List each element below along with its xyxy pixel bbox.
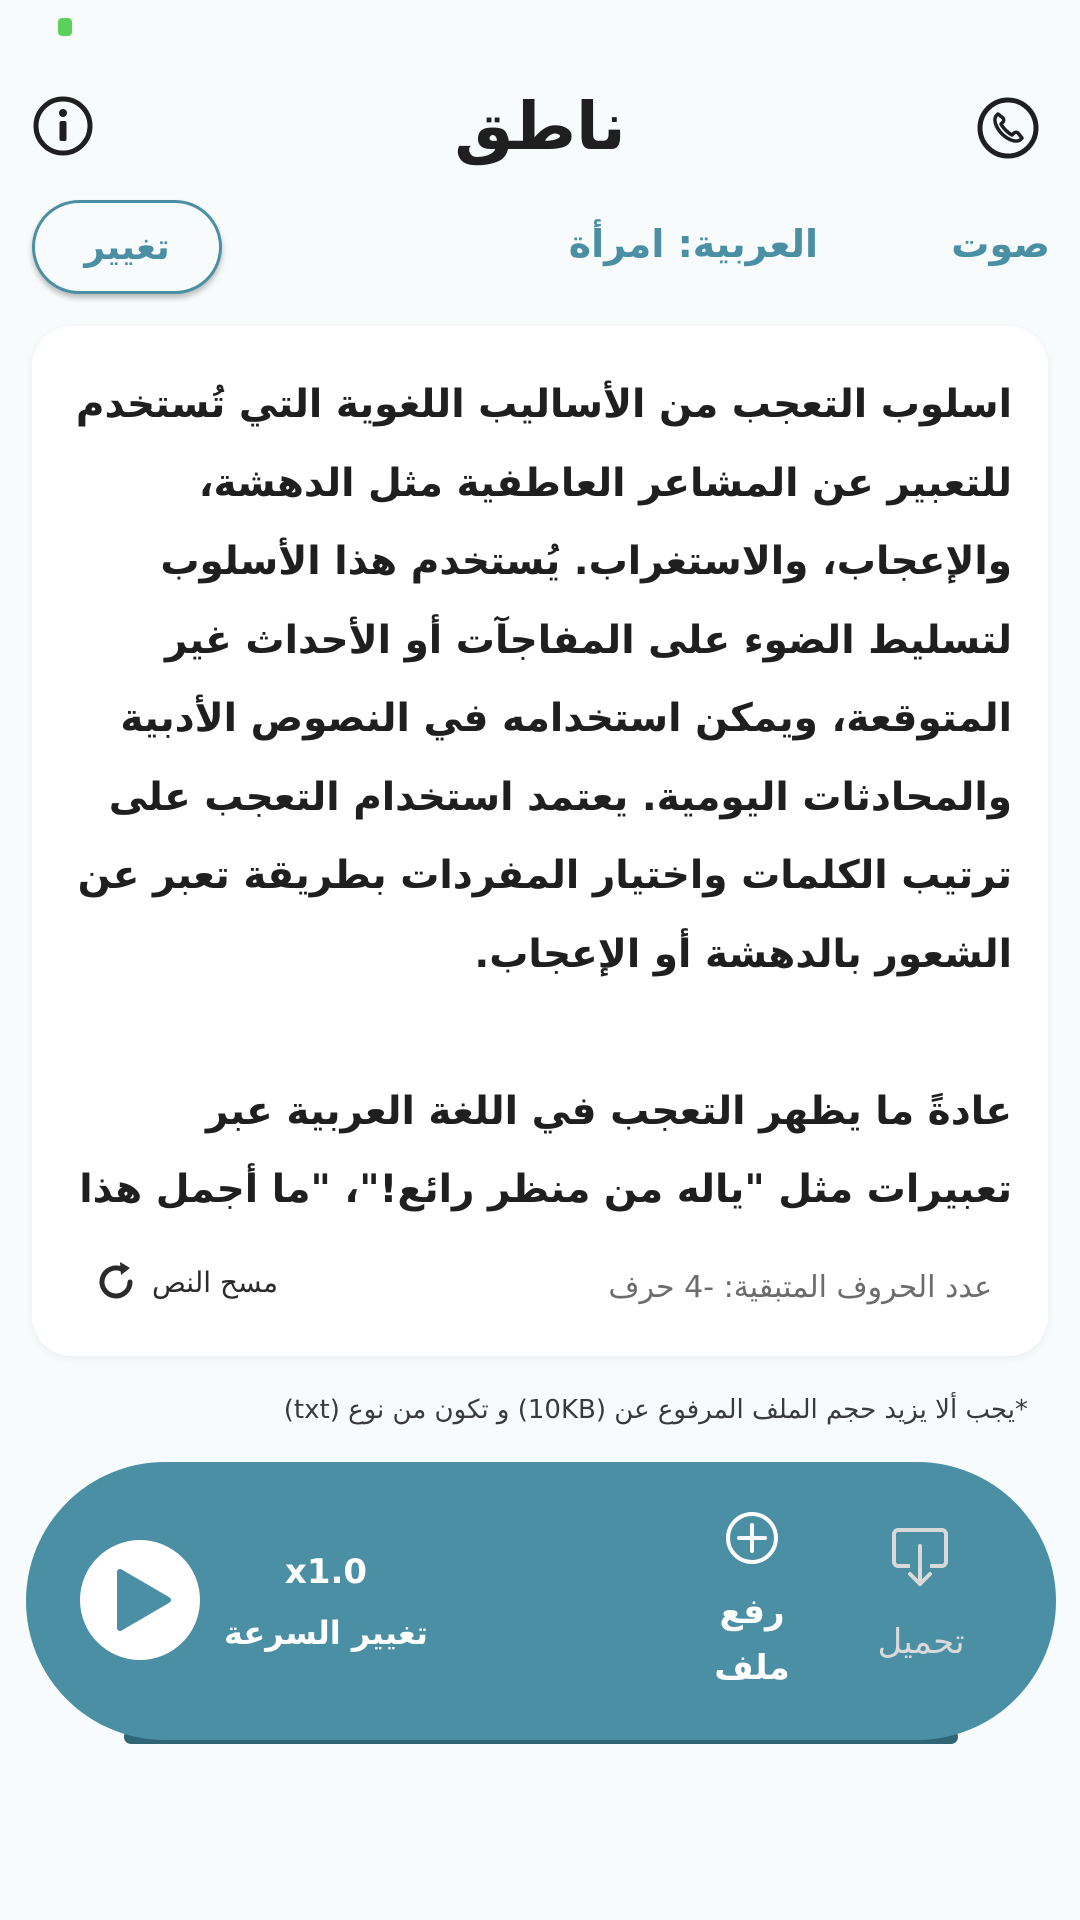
player-bar xyxy=(26,1462,1056,1740)
change-speed-button[interactable]: تغيير السرعة xyxy=(224,1614,428,1652)
add-circle-icon[interactable] xyxy=(724,1510,780,1566)
voice-label: صوت xyxy=(951,222,1050,266)
change-voice-button[interactable]: تغيير xyxy=(32,200,222,294)
refresh-icon xyxy=(92,1258,140,1306)
clear-text-button[interactable] xyxy=(92,1258,278,1306)
battery-icon xyxy=(58,18,72,36)
phone-icon[interactable] xyxy=(976,96,1040,160)
voice-row xyxy=(0,200,1080,300)
upload-file-button[interactable] xyxy=(692,1584,812,1696)
speed-value[interactable]: x1.0 xyxy=(284,1552,368,1592)
upload-label-line1: رفع xyxy=(719,1592,785,1632)
text-card xyxy=(32,326,1048,1356)
upload-note: *يجب ألا يزيد حجم الملف المرفوع عن (10KB) و تكون من نوع (txt) xyxy=(283,1395,1028,1425)
text-input[interactable]: اسلوب التعجب من الأساليب اللغوية التي تُستخدم للتعبير عن المشاعر العاطفية مثل الدهشة، والإعجاب، والاستغراب. يُستخدم هذا الأسلوب لتسليط الضوء على المفاجآت أو الأحداث غير المتوقعة، ويمكن استخدامه في النصوص الأدبية والمحادثات اليومية. يعتمد استخدام التعجب على ترتيب الكلمات واختيار المفردات بطريقة تعبر عن الشعور بالدهشة أو الإعجاب. عادةً ما يظهر التعجب في اللغة العربية عبر تعبيرات مثل "ياله من منظر رائع!"، "ما أجمل هذا xyxy=(75,382,1012,1212)
voice-value: العربية: امرأة xyxy=(568,222,818,266)
upload-label-line2: ملف xyxy=(714,1648,790,1688)
download-icon[interactable] xyxy=(890,1526,950,1592)
download-button[interactable]: تحميل xyxy=(877,1622,965,1662)
card-footer xyxy=(32,1256,1048,1336)
play-button[interactable] xyxy=(80,1540,200,1660)
app-title: ناطق xyxy=(454,88,626,165)
remaining-characters: عدد الحروف المتبقية: -4 حرف xyxy=(608,1270,992,1305)
clear-text-label: مسح النص xyxy=(152,1265,279,1299)
